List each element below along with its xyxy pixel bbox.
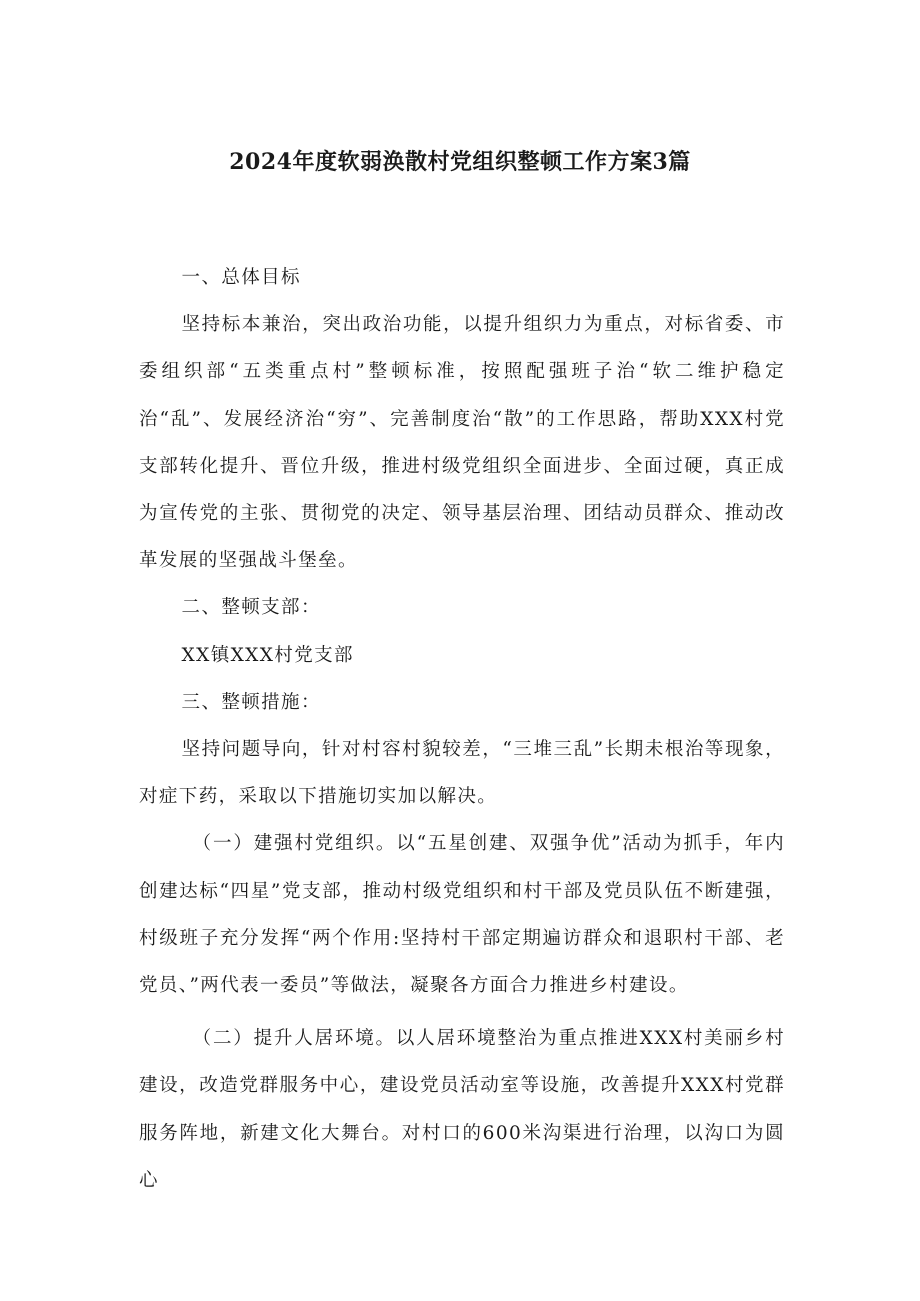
section-heading-goal: 一、总体目标 bbox=[181, 267, 301, 288]
paragraph-goal: 坚持标本兼治，突出政治功能，以提升组织力为重点，对标省委、市委组织部“五类重点村”整顿标准，按照配强班子治“软二维护稳定治“乱”、发展经济治“穷”、完善制度治“散”的工作思路，帮助XXX村党支部转化提升、晋位升级，推进村级党组织全面进步、全面过硬，真正成为宣传党的主张、贯彻党的决定、领导基层治理、团结动员群众、推动改革发展的坚强战斗堡垒。 bbox=[139, 314, 785, 572]
paragraph-branch-name: XX镇XXX村党支部 bbox=[181, 644, 354, 666]
paragraph-measure-2: （二）提升人居环境。以人居环境整治为重点推进XXX村美丽乡村建设，改造党群服务中心，建设党员活动室等设施，改善提升XXX村党群服务阵地，新建文化大舞台。对村口的600米沟渠进行治理，以沟口为圆心 bbox=[139, 1028, 785, 1191]
paragraph-measure-1: （一）建强村党组织。以“五星创建、双强争优”活动为抓手，年内创建达标“四星”党支部，推动村级党组织和村干部及党员队伍不断建强，村级班子充分发挥“两个作用:坚持村干部定期遍访群众和退职村干部、老党员、”两代表一委员”等做法，凝聚各方面合力推进乡村建设。 bbox=[139, 833, 785, 997]
document-title: 2024年度软弱涣散村党组织整顿工作方案3篇 bbox=[229, 149, 691, 175]
paragraph-measures-intro: 坚持问题导向，针对村容村貌较差，“三堆三乱”长期未根治等现象，对症下药，采取以下措施切实加以解决。 bbox=[139, 739, 785, 808]
document-body bbox=[139, 254, 785, 1204]
section-heading-branch: 二、整顿支部： bbox=[181, 597, 321, 619]
section-heading-measures: 三、整顿措施： bbox=[181, 691, 321, 713]
